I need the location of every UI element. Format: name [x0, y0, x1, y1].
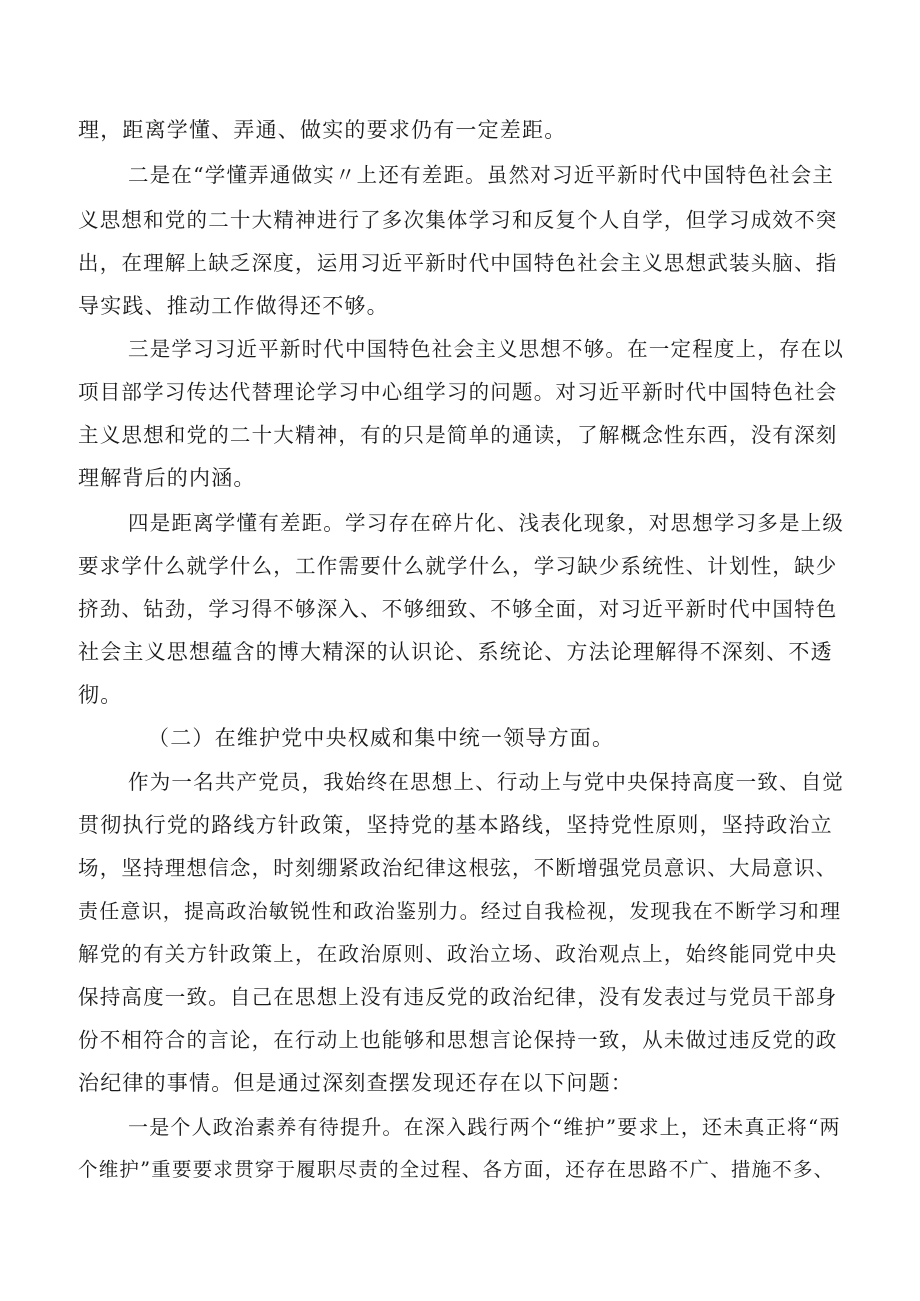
- text-line: 社会主义思想蕴含的博大精深的认识论、系统论、方法论理解得不深刻、不透: [78, 640, 833, 664]
- text-line: 一是个人政治素养有待提升。在深入践行两个“维护”要求上，还未真正将“两: [128, 1115, 841, 1139]
- section-heading: （二）在维护党中央权威和集中统一领导方面。: [148, 726, 615, 750]
- text-line: 作为一名共产党员，我始终在思想上、行动上与党中央保持高度一致、自觉: [128, 770, 845, 794]
- text-line: 理，距离学懂、弄通、做实的要求仍有一定差距。: [78, 118, 567, 142]
- text-line: 义思想和党的二十大精神进行了多次集体学习和反复个人自学，但学习成效不突: [78, 208, 838, 232]
- text-line: 解党的有关方针政策上，在政治原则、政治立场、政治观点上，始终能同党中央: [78, 942, 838, 966]
- text-line: 治纪律的事情。但是通过深刻查摆发现还存在以下问题：: [78, 1071, 633, 1095]
- text-line: 导实践、推动工作做得还不够。: [78, 294, 389, 318]
- text-line: 贯彻执行党的路线方针政策，坚持党的基本路线，坚持党性原则，坚持政治立: [78, 813, 833, 837]
- text-line: 理解背后的内涵。: [78, 466, 256, 490]
- text-line: 出，在理解上缺乏深度，运用习近平新时代中国特色社会主义思想武装头脑、指: [78, 251, 838, 275]
- text-line: 二是在“学懂弄通做实〃上还有差距。虽然对习近平新时代中国特色社会主: [128, 163, 835, 187]
- text-line: 保持高度一致。自己在思想上没有违反党的政治纪律，没有发表过与党员干部身: [78, 985, 838, 1009]
- text-line: 责任意识，提高政治敏锐性和政治鉴别力。经过自我检视，发现我在不断学习和理: [78, 899, 842, 923]
- text-line: 份不相符合的言论，在行动上也能够和思想言论保持一致，从未做过违反党的政: [78, 1028, 838, 1052]
- text-line: 彻。: [78, 683, 123, 707]
- text-line: 挤劲、钻劲，学习得不够深入、不够细致、不够全面，对习近平新时代中国特色: [78, 597, 838, 621]
- text-line: 三是学习习近平新时代中国特色社会主义思想不够。在一定程度上，存在以: [128, 337, 845, 361]
- text-line: 主义思想和党的二十大精神，有的只是简单的通读，了解概念性东西，没有深刻: [78, 423, 838, 447]
- text-line: 场，坚持理想信念，时刻绷紧政治纪律这根弦，不断增强党员意识、大局意识、: [78, 856, 838, 880]
- text-line: 四是距离学懂有差距。学习存在碎片化、浅表化现象，对思想学习多是上级: [128, 511, 845, 535]
- text-line: 项目部学习传达代替理论学习中心组学习的问题。对习近平新时代中国特色社会: [78, 380, 838, 404]
- text-line: 个维护”重要要求贯穿于履职尽责的全过程、各方面，还存在思路不广、措施不多、: [78, 1158, 835, 1181]
- text-line: 要求学什么就学什么，工作需要什么就学什么，学习缺少系统性、计划性，缺少: [78, 554, 838, 578]
